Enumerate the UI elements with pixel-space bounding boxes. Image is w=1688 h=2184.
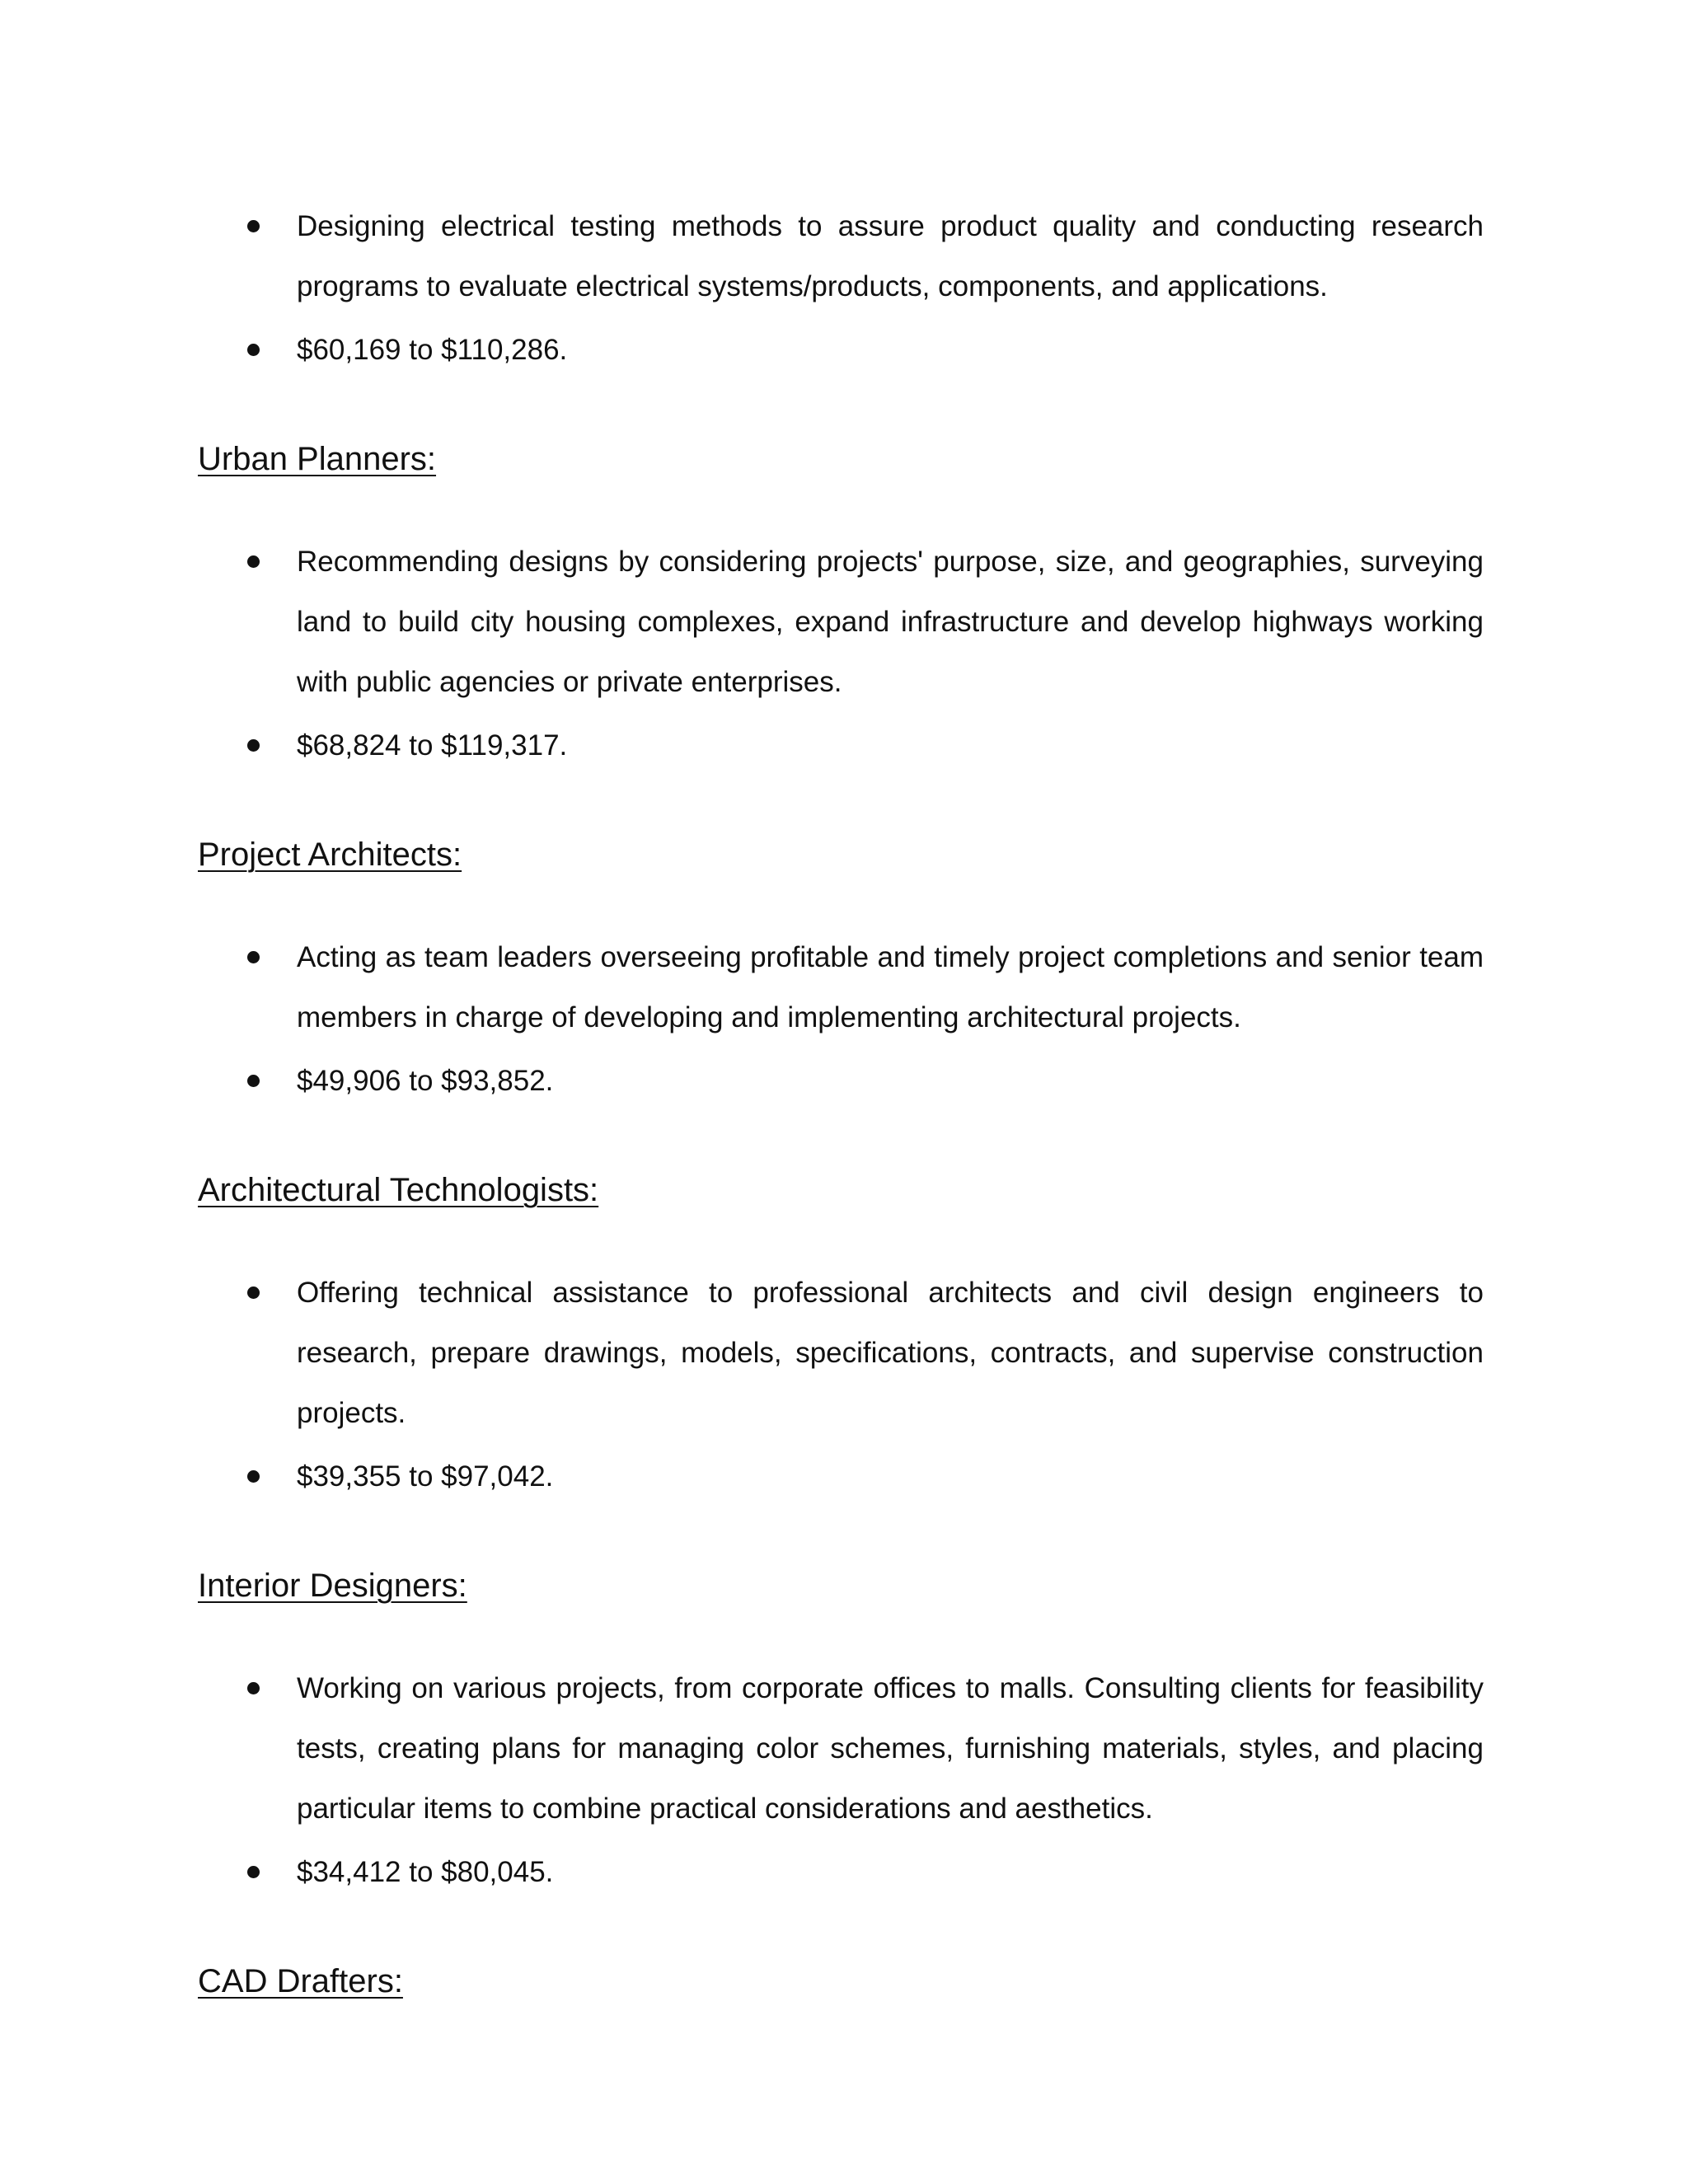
section-heading-architectural-technologists: Architectural Technologists:: [198, 1172, 599, 1208]
salary-range: $49,906 to $93,852.: [297, 1065, 554, 1097]
section-heading-cad-drafters: CAD Drafters:: [198, 1963, 403, 1999]
bullet-icon: [247, 555, 260, 568]
section-heading-urban-planners: Urban Planners:: [198, 441, 437, 477]
bullet-icon: [247, 220, 260, 232]
list-item-text: Designing electrical testing methods to assure product quality and conducting research programs to evaluate electrical systems/products, components, and applications.: [297, 210, 1484, 302]
project-architects-bullet-list: [198, 927, 1484, 1111]
salary-range: $34,412 to $80,045.: [297, 1856, 554, 1888]
intro-bullet-list: [198, 196, 1484, 380]
section-heading-interior-designers: Interior Designers:: [198, 1568, 467, 1604]
bullet-icon: [247, 951, 260, 963]
salary-range: $39,355 to $97,042.: [297, 1460, 554, 1493]
list-item: [198, 715, 1484, 776]
section-heading-project-architects: Project Architects:: [198, 837, 462, 873]
list-item: [198, 320, 1484, 380]
list-item-text: Offering technical assistance to professional architects and civil design engineers to research, prepare drawings, models, specifications, contracts, and supervise construction projects.: [297, 1277, 1484, 1429]
salary-range: $68,824 to $119,317.: [297, 729, 568, 762]
list-item: [198, 1051, 1484, 1111]
bullet-icon: [247, 739, 260, 752]
list-item-text: Working on various projects, from corporate offices to malls. Consulting clients for feasibility tests, creating plans for managing color schemes, furnishing materials, styles, and placing particular items to combine practical considerations and aesthetics.: [297, 1672, 1484, 1825]
list-item: [198, 1842, 1484, 1902]
list-item: [198, 1658, 1484, 1839]
bullet-icon: [247, 1682, 260, 1694]
urban-planners-bullet-list: [198, 532, 1484, 776]
bullet-icon: [247, 1286, 260, 1299]
list-item: [198, 927, 1484, 1047]
bullet-icon: [247, 344, 260, 356]
list-item-text: Recommending designs by considering projects' purpose, size, and geographies, surveying land to build city housing complexes, expand infrastructure and develop highways working with public agencies or private enterprises.: [297, 546, 1484, 698]
list-item: [198, 196, 1484, 316]
list-item: [198, 1446, 1484, 1507]
list-item: [198, 1263, 1484, 1443]
list-item: [198, 532, 1484, 712]
salary-range: $60,169 to $110,286.: [297, 334, 568, 366]
document-content: [198, 196, 1484, 2054]
interior-designers-bullet-list: [198, 1658, 1484, 1902]
architectural-technologists-bullet-list: [198, 1263, 1484, 1507]
bullet-icon: [247, 1075, 260, 1087]
bullet-icon: [247, 1470, 260, 1483]
list-item-text: Acting as team leaders overseeing profitable and timely project completions and senior team members in charge of developing and implementing architectural projects.: [297, 941, 1484, 1033]
bullet-icon: [247, 1866, 260, 1878]
